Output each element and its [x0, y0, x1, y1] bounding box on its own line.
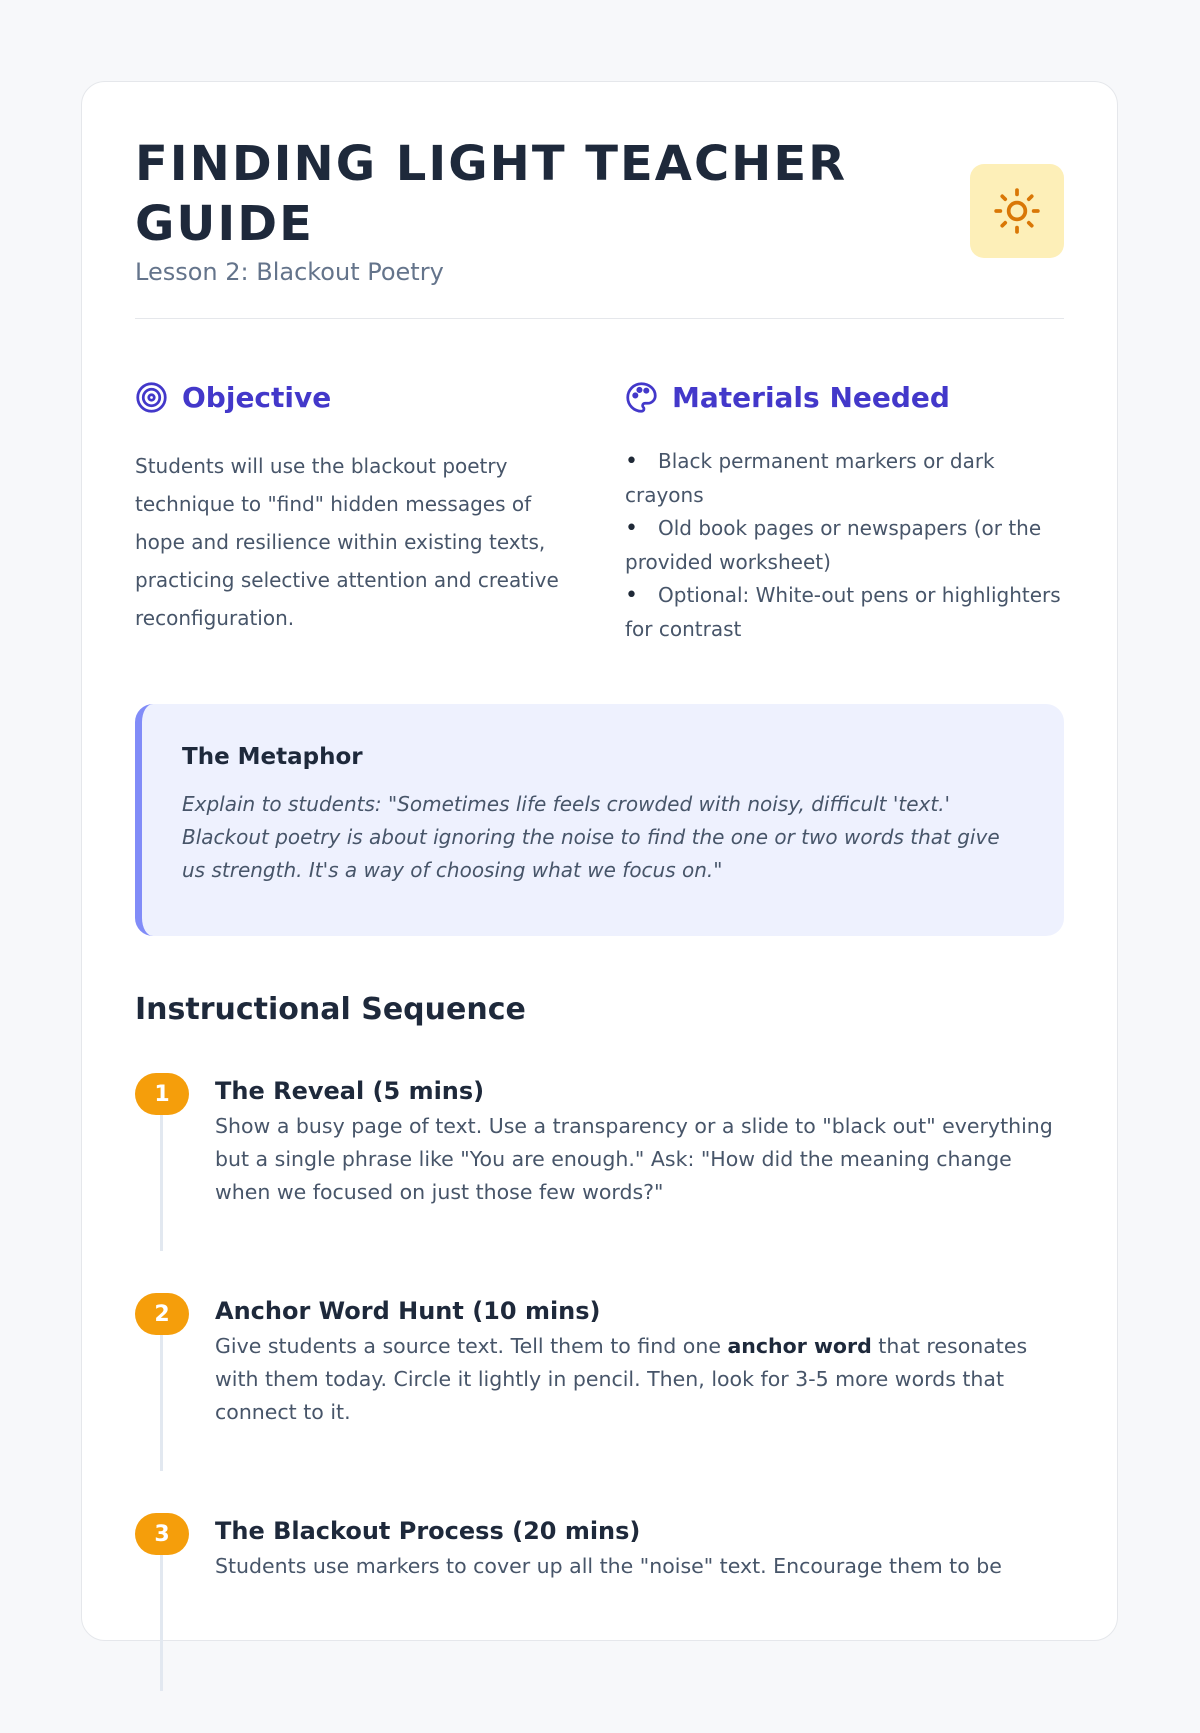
step-item — [135, 1513, 1064, 1733]
step-item — [135, 1073, 1064, 1293]
step-text: Show a busy page of text. Use a transparency or a slide to "black out" everything but a single phrase like "You are enough." Ask: "How did the meaning change when we focused on just those few words?" — [215, 1114, 1053, 1204]
step-title: The Reveal (5 mins) — [215, 1077, 485, 1105]
page-title: FINDING LIGHT TEACHER GUIDE — [135, 136, 848, 252]
list-item — [625, 512, 1064, 579]
materials-heading — [625, 377, 1064, 417]
anchor-word-emphasis: anchor word — [727, 1334, 872, 1358]
sun-icon — [992, 186, 1042, 236]
step-number-badge: 1 — [135, 1073, 189, 1115]
list-item — [625, 579, 1064, 646]
overview-section — [135, 377, 1064, 646]
sun-badge — [970, 164, 1064, 258]
sequence-title: Instructional Sequence — [135, 992, 526, 1027]
materials-title: Materials Needed — [672, 380, 950, 414]
step-connector — [160, 1335, 163, 1471]
header-divider — [135, 318, 1064, 319]
step-connector — [160, 1555, 163, 1691]
step-number-badge: 2 — [135, 1293, 189, 1335]
lesson-subtitle: Lesson 2: Blackout Poetry — [135, 258, 444, 286]
step-text-part: that resonates with them today. Circle it lightly in pencil. Then, look for 3-5 more words that connect to it. — [215, 1334, 1028, 1424]
step-text-part: Give students a source text. Tell them to find one — [215, 1334, 728, 1358]
step-item — [135, 1293, 1064, 1513]
target-icon — [135, 381, 168, 414]
step-connector — [160, 1115, 163, 1251]
steps-list — [135, 1073, 1064, 1733]
step-number-badge: 3 — [135, 1513, 189, 1555]
metaphor-text: Explain to students: "Sometimes life feels crowded with noisy, difficult 'text.' Blackout poetry is about ignoring the noise to find the one or two words that give us strength. It's a way of choosing what we focus on." — [182, 792, 1000, 882]
bullet: • — [625, 516, 638, 541]
step-text — [215, 1330, 1064, 1429]
step-title: Anchor Word Hunt (10 mins) — [215, 1297, 601, 1325]
header — [135, 134, 1064, 286]
bullet: • — [625, 583, 638, 608]
step-title: The Blackout Process (20 mins) — [215, 1517, 641, 1545]
metaphor-callout — [135, 704, 1064, 936]
objective-heading — [135, 377, 568, 417]
objective-title: Objective — [182, 380, 332, 414]
title-block — [135, 134, 895, 286]
material-text: Optional: White-out pens or highlighters for contrast — [625, 583, 1061, 641]
step-text: Students use markers to cover up all the "noise" text. Encourage them to be — [215, 1554, 1002, 1578]
guide-card — [81, 81, 1118, 1641]
bullet: • — [625, 449, 638, 474]
list-item — [625, 445, 1064, 512]
materials-list — [625, 445, 1064, 646]
material-text: Old book pages or newspapers (or the provided worksheet) — [625, 516, 1042, 574]
material-text: Black permanent markers or dark crayons — [625, 449, 995, 507]
metaphor-title: The Metaphor — [182, 744, 363, 770]
materials-section — [625, 377, 1064, 646]
palette-icon — [625, 381, 658, 414]
objective-text: Students will use the blackout poetry technique to "find" hidden messages of hope and resilience within existing texts, practicing selective attention and creative reconfiguration. — [135, 454, 559, 630]
objective-section — [135, 377, 568, 646]
